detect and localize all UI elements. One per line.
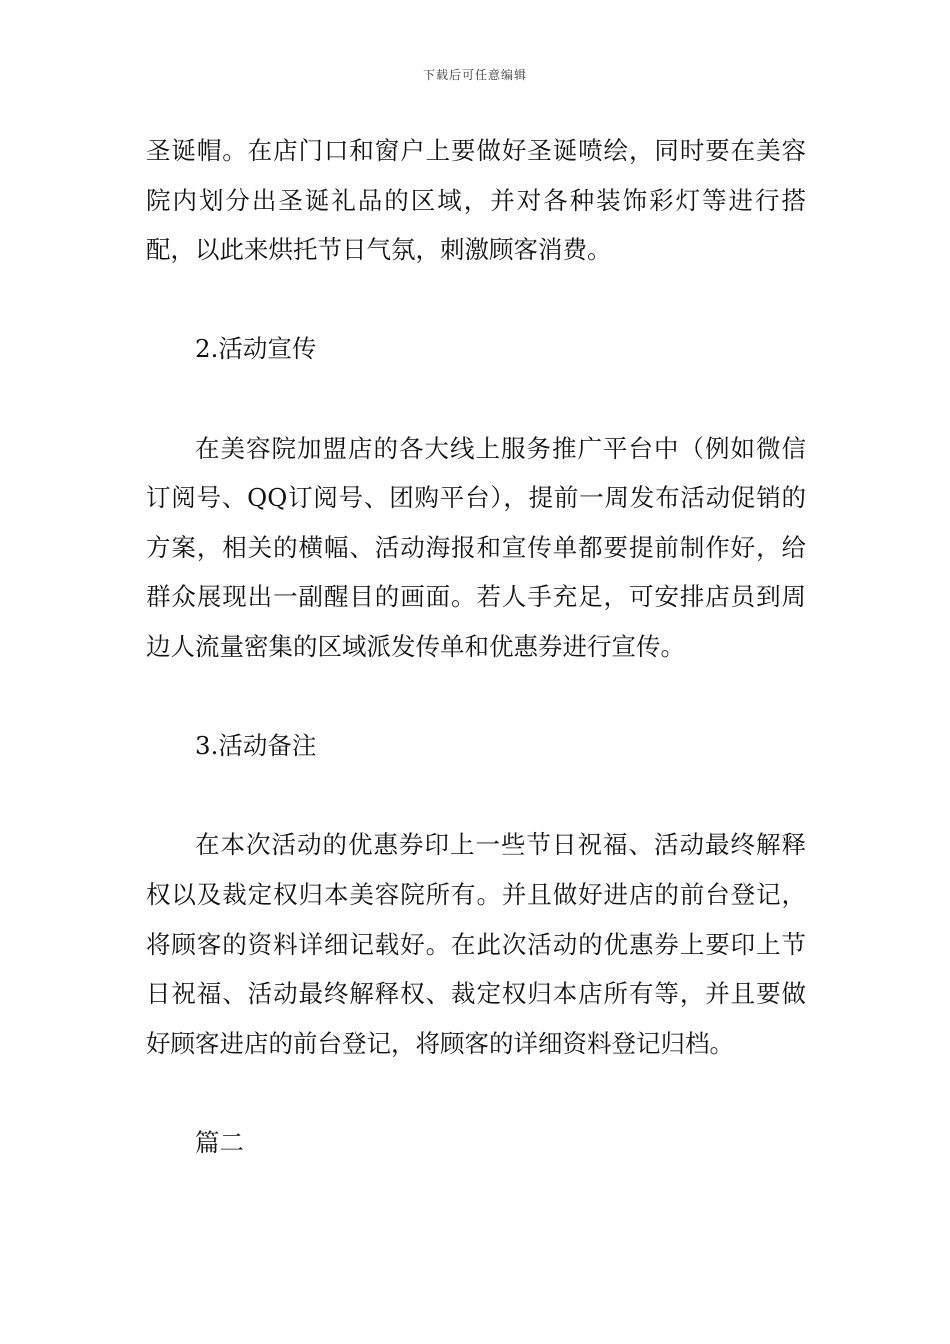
section-heading-part-two: 篇二 [195, 1127, 244, 1157]
paragraph-decoration: 圣诞帽。在店门口和窗户上要做好圣诞喷绘，同时要在美容院内划分出圣诞礼品的区域，并对各种装饰彩灯等进行搭配，以此来烘托节日气氛，刺激顾客消费。 [146, 136, 806, 265]
page-header: 下载后可任意编辑 [422, 68, 527, 82]
section-heading-promotion: 2.活动宣传 [195, 334, 317, 364]
paragraph-gap [146, 672, 806, 722]
paragraph-promotion: 在美容院加盟店的各大线上服务推广平台中（例如微信订阅号、QQ订阅号、团购平台），提前一周发布活动促销的方案，相关的横幅、活动海报和宣传单都要提前制作好，给群众展现出一副醒目的画面。若人手充足，可安排店员到周边人流量密集的区域派发传单和优惠券进行宣传。 [146, 433, 806, 661]
paragraph-gap [146, 374, 806, 424]
document-body [146, 126, 806, 1167]
paragraph-notes: 在本次活动的优惠券印上一些节日祝福、活动最终解释权以及裁定权归本美容院所有。并且做好进店的前台登记，将顾客的资料详细记载好。在此次活动的优惠券上要印上节日祝福、活动最终解释权、裁定权归本店所有等，并且要做好顾客进店的前台登记，将顾客的详细资料登记归档。 [146, 830, 806, 1058]
paragraph-gap [146, 275, 806, 325]
paragraph-gap [146, 771, 806, 821]
paragraph-gap [146, 1068, 806, 1118]
section-heading-notes: 3.活动备注 [195, 731, 317, 761]
